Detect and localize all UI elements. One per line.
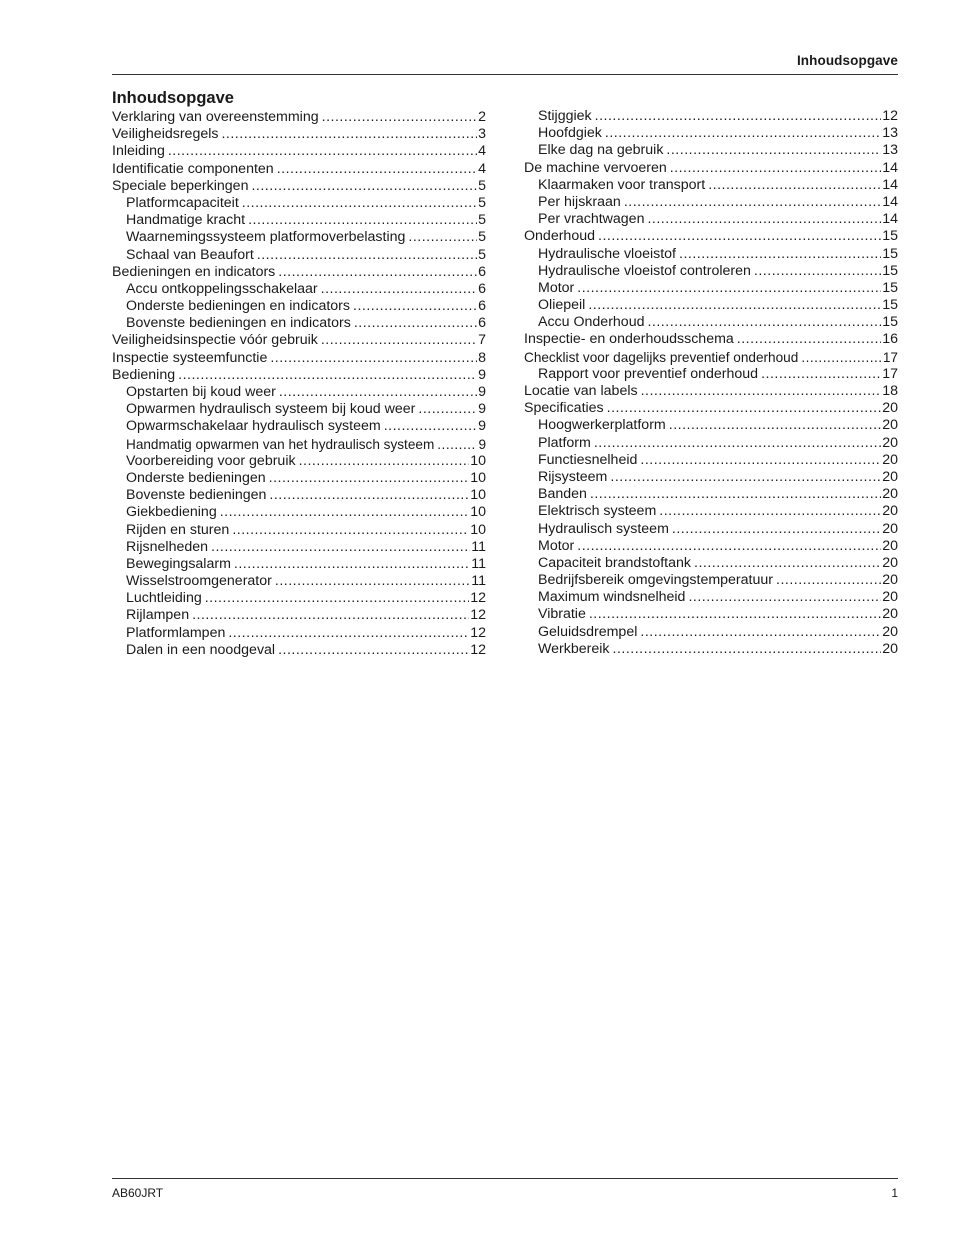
toc-entry-title: Inspectie systeemfunctie bbox=[112, 349, 268, 366]
toc-entry[interactable] bbox=[524, 246, 898, 263]
toc-leader-dots bbox=[589, 606, 881, 623]
toc-entry-page: 10 bbox=[470, 504, 486, 521]
toc-entry[interactable] bbox=[112, 470, 486, 487]
toc-leader-dots bbox=[299, 453, 470, 470]
toc-leader-dots bbox=[754, 263, 881, 280]
toc-entry-title: Bedieningen en indicators bbox=[112, 263, 276, 280]
toc-entry-title: Schaal van Beaufort bbox=[126, 246, 254, 263]
toc-entry-title: Hydraulische vloeistof controleren bbox=[538, 262, 751, 279]
toc-entry-title: Geluidsdrempel bbox=[538, 623, 638, 640]
toc-entry-page: 18 bbox=[882, 383, 898, 399]
toc-entry-page: 9 bbox=[478, 366, 486, 383]
toc-entry-page: 10 bbox=[470, 452, 486, 469]
toc-entry-title: Speciale beperkingen bbox=[112, 177, 249, 194]
toc-entry[interactable] bbox=[112, 350, 486, 367]
toc-leader-dots bbox=[694, 555, 881, 572]
toc-entry[interactable] bbox=[112, 298, 486, 315]
toc-entry-page: 14 bbox=[882, 193, 898, 210]
toc-leader-dots bbox=[321, 332, 477, 349]
toc-entry[interactable] bbox=[524, 142, 898, 159]
toc-entry[interactable] bbox=[524, 125, 898, 142]
toc-entry-page: 20 bbox=[882, 623, 898, 640]
toc-entry-title: Platformcapaciteit bbox=[126, 194, 239, 211]
toc-entry-page: 15 bbox=[882, 297, 898, 314]
toc-entry[interactable] bbox=[524, 435, 898, 452]
toc-entry-page: 20 bbox=[882, 572, 898, 589]
toc-leader-dots bbox=[234, 556, 470, 573]
toc-entry-page: 20 bbox=[882, 520, 898, 537]
toc-entry[interactable] bbox=[112, 264, 486, 281]
toc-entry[interactable] bbox=[112, 195, 486, 212]
toc-entry[interactable] bbox=[112, 418, 486, 435]
toc-entry-page: 6 bbox=[478, 298, 486, 315]
toc-entry[interactable] bbox=[112, 504, 486, 521]
toc-entry-page: 9 bbox=[478, 418, 486, 435]
toc-entry-page: 13 bbox=[882, 142, 898, 159]
toc-leader-dots bbox=[211, 539, 470, 556]
toc-entry-title: Elke dag na gebruik bbox=[538, 142, 664, 159]
toc-entry[interactable] bbox=[524, 555, 898, 572]
toc-entry[interactable] bbox=[524, 108, 898, 125]
toc-entry[interactable] bbox=[524, 383, 898, 400]
toc-entry-page: 15 bbox=[882, 279, 898, 296]
toc-leader-dots bbox=[168, 143, 477, 160]
toc-leader-dots bbox=[761, 366, 881, 383]
toc-entry-title: Luchtleiding bbox=[126, 590, 202, 607]
toc-entry-page: 20 bbox=[882, 434, 898, 451]
toc-leader-dots bbox=[228, 625, 469, 642]
toc-entry-title: Klaarmaken voor transport bbox=[538, 176, 706, 193]
toc-entry-page: 10 bbox=[470, 521, 486, 538]
toc-entry-title: Identificatie componenten bbox=[112, 160, 274, 177]
toc-entry-page: 17 bbox=[882, 349, 898, 365]
toc-column-left bbox=[112, 109, 486, 659]
toc-entry-title: Accu Onderhoud bbox=[538, 314, 645, 331]
toc-entry[interactable] bbox=[112, 109, 486, 126]
toc-entry-title: Veiligheidsregels bbox=[112, 126, 219, 143]
toc-entry-title: Platform bbox=[538, 434, 591, 451]
footer-divider bbox=[112, 1178, 898, 1179]
toc-leader-dots bbox=[672, 521, 881, 538]
toc-leader-dots bbox=[801, 349, 882, 366]
toc-entry-title: Bedrijfsbereik omgevingstemperatuur bbox=[538, 572, 773, 589]
toc-entry-title: Hoofdgiek bbox=[538, 125, 602, 142]
toc-leader-dots bbox=[737, 331, 881, 348]
toc-entry-title: Inspectie- en onderhoudsschema bbox=[524, 331, 734, 348]
toc-entry[interactable] bbox=[524, 297, 898, 314]
toc-leader-dots bbox=[279, 384, 477, 401]
toc-entry-page: 11 bbox=[471, 555, 486, 572]
toc-leader-dots bbox=[192, 607, 469, 624]
toc-leader-dots bbox=[221, 126, 477, 143]
toc-entry-page: 5 bbox=[478, 212, 486, 229]
toc-entry[interactable] bbox=[112, 126, 486, 143]
toc-entry-page: 12 bbox=[882, 108, 898, 124]
toc-leader-dots bbox=[251, 178, 477, 195]
toc-entry[interactable] bbox=[524, 349, 898, 366]
toc-entry-title: Platformlampen bbox=[126, 624, 226, 641]
toc-entry[interactable] bbox=[524, 503, 898, 520]
toc-entry-page: 17 bbox=[882, 365, 898, 382]
toc-entry-title: Opstarten bij koud weer bbox=[126, 384, 276, 400]
toc-entry-page: 20 bbox=[882, 400, 898, 417]
toc-leader-dots bbox=[647, 211, 881, 228]
toc-entry-page: 6 bbox=[478, 263, 486, 280]
toc-entry[interactable] bbox=[112, 212, 486, 229]
toc-entry[interactable] bbox=[112, 522, 486, 539]
toc-leader-dots bbox=[613, 641, 882, 658]
toc-entry[interactable] bbox=[524, 589, 898, 606]
toc-entry-title: Bovenste bedieningen en indicators bbox=[126, 315, 351, 332]
toc-entry-title: Bewegingsalarm bbox=[126, 555, 231, 572]
toc-entry-page: 20 bbox=[882, 468, 898, 485]
toc-entry-title: Hydraulisch systeem bbox=[538, 520, 669, 537]
toc-entry-title: Per vrachtwagen bbox=[538, 211, 645, 228]
toc-entry[interactable] bbox=[112, 161, 486, 178]
toc-entry-page: 12 bbox=[470, 607, 486, 624]
toc-leader-dots bbox=[640, 452, 881, 469]
toc-leader-dots bbox=[641, 383, 882, 400]
toc-leader-dots bbox=[670, 160, 881, 177]
toc-entry-title: Per hijskraan bbox=[538, 193, 621, 210]
toc-entry-title: Rijsnelheden bbox=[126, 538, 209, 555]
toc-entry-page: 15 bbox=[882, 228, 898, 245]
toc-entry-page: 20 bbox=[882, 554, 898, 571]
toc-entry[interactable] bbox=[524, 606, 898, 623]
toc-entry-page: 4 bbox=[478, 160, 486, 177]
toc-leader-dots bbox=[679, 246, 881, 263]
toc-entry-title: Rijden en sturen bbox=[126, 521, 230, 538]
toc-entry[interactable] bbox=[524, 177, 898, 194]
toc-leader-dots bbox=[277, 161, 477, 178]
toc-entry-title: Accu ontkoppelingsschakelaar bbox=[126, 280, 318, 297]
toc-leader-dots bbox=[278, 264, 477, 281]
toc-entry[interactable] bbox=[112, 436, 486, 453]
toc-entry-page: 15 bbox=[882, 262, 898, 279]
toc-entry-page: 5 bbox=[478, 177, 486, 194]
toc-leader-dots bbox=[594, 435, 881, 452]
toc-entry-page: 20 bbox=[882, 417, 898, 434]
toc-entry[interactable] bbox=[524, 538, 898, 555]
footer-page-number: 1 bbox=[891, 1186, 898, 1200]
toc-entry-title: Functiesnelheid bbox=[538, 451, 638, 468]
toc-entry-page: 20 bbox=[882, 451, 898, 468]
toc-entry-title: Opwarmen hydraulisch systeem bij koud weer bbox=[126, 401, 416, 418]
toc-entry[interactable] bbox=[524, 469, 898, 486]
toc-entry-page: 9 bbox=[478, 436, 486, 452]
toc-entry-page: 2 bbox=[478, 109, 486, 125]
toc-entry-page: 5 bbox=[478, 229, 486, 246]
toc-entry[interactable] bbox=[524, 400, 898, 417]
toc-entry[interactable] bbox=[112, 229, 486, 246]
toc-leader-dots bbox=[220, 504, 470, 521]
toc-entry-title: Veiligheidsinspectie vóór gebruik bbox=[112, 332, 318, 349]
toc-entry[interactable] bbox=[524, 641, 898, 658]
footer-model: AB60JRT bbox=[112, 1186, 164, 1200]
toc-entry[interactable] bbox=[112, 143, 486, 160]
toc-entry-title: Rapport voor preventief onderhoud bbox=[538, 365, 759, 382]
toc-entry-page: 6 bbox=[478, 280, 486, 297]
toc-leader-dots bbox=[269, 470, 470, 487]
toc-entry-title: Rijsysteem bbox=[538, 468, 608, 485]
toc-leader-dots bbox=[610, 469, 881, 486]
toc-entry[interactable] bbox=[112, 332, 486, 349]
toc-entry[interactable] bbox=[524, 194, 898, 211]
toc-heading: Inhoudsopgave bbox=[112, 89, 234, 107]
toc-leader-dots bbox=[640, 624, 881, 641]
toc-entry[interactable] bbox=[524, 572, 898, 589]
toc-entry-title: Opwarmschakelaar hydraulisch systeem bbox=[126, 418, 381, 435]
toc-leader-dots bbox=[418, 401, 477, 418]
toc-leader-dots bbox=[688, 589, 881, 606]
toc-entry-page: 5 bbox=[478, 246, 486, 263]
toc-entry-page: 11 bbox=[471, 573, 486, 590]
toc-leader-dots bbox=[321, 281, 477, 298]
toc-leader-dots bbox=[776, 572, 881, 589]
toc-entry-page: 14 bbox=[882, 159, 898, 176]
toc-entry-page: 4 bbox=[478, 143, 486, 160]
toc-entry[interactable] bbox=[112, 315, 486, 332]
toc-entry-page: 15 bbox=[882, 245, 898, 262]
toc-entry-title: Handmatige kracht bbox=[126, 212, 246, 229]
toc-leader-dots bbox=[178, 367, 477, 384]
toc-entry-title: Oliepeil bbox=[538, 297, 586, 314]
toc-entry-page: 20 bbox=[882, 589, 898, 606]
toc-entry[interactable] bbox=[112, 247, 486, 264]
toc-leader-dots bbox=[598, 228, 881, 245]
toc-entry[interactable] bbox=[112, 642, 486, 659]
toc-leader-dots bbox=[242, 195, 477, 212]
toc-leader-dots bbox=[595, 108, 882, 125]
toc-leader-dots bbox=[577, 538, 881, 555]
toc-entry-title: Waarnemingssysteem platformoverbelasting bbox=[126, 229, 406, 246]
toc-entry-title: Giekbediening bbox=[126, 504, 217, 521]
toc-entry-title: Dalen in een noodgeval bbox=[126, 641, 276, 658]
toc-leader-dots bbox=[270, 350, 477, 367]
toc-entry-title: Vibratie bbox=[538, 606, 586, 623]
toc-leader-dots bbox=[275, 573, 470, 590]
toc-entry-title: De machine vervoeren bbox=[524, 159, 667, 176]
toc-leader-dots bbox=[669, 417, 881, 434]
toc-entry-page: 14 bbox=[882, 176, 898, 193]
toc-entry-page: 12 bbox=[470, 590, 486, 607]
toc-entry-title: Onderste bedieningen en indicators bbox=[126, 298, 351, 315]
toc-entry-page: 11 bbox=[471, 538, 486, 555]
toc-entry[interactable] bbox=[524, 452, 898, 469]
toc-entry[interactable] bbox=[112, 539, 486, 556]
toc-entry-title: Checklist voor dagelijks preventief onderhoud bbox=[524, 349, 799, 365]
toc-entry[interactable] bbox=[524, 624, 898, 641]
toc-leader-dots bbox=[588, 297, 881, 314]
toc-entry-page: 20 bbox=[882, 606, 898, 623]
running-header-title: Inhoudsopgave bbox=[796, 53, 898, 68]
toc-entry-title: Verklaring van overeenstemming bbox=[112, 109, 319, 125]
toc-entry[interactable] bbox=[112, 573, 486, 590]
toc-leader-dots bbox=[666, 142, 881, 159]
toc-leader-dots bbox=[408, 229, 477, 246]
toc-entry-page: 14 bbox=[882, 211, 898, 228]
header-divider bbox=[112, 74, 898, 75]
toc-entry[interactable] bbox=[112, 367, 486, 384]
toc-entry[interactable] bbox=[112, 607, 486, 624]
toc-entry[interactable] bbox=[524, 417, 898, 434]
toc-entry-title: Locatie van labels bbox=[524, 383, 638, 399]
toc-entry-page: 9 bbox=[478, 384, 486, 400]
toc-entry-title: Banden bbox=[538, 486, 587, 503]
toc-entry-page: 5 bbox=[478, 194, 486, 211]
toc-entry-page: 12 bbox=[470, 624, 486, 641]
toc-entry-title: Inleiding bbox=[112, 143, 165, 160]
toc-leader-dots bbox=[384, 418, 477, 435]
toc-entry-page: 10 bbox=[470, 469, 486, 486]
toc-entry-title: Rijlampen bbox=[126, 607, 190, 624]
toc-entry-title: Wisselstroomgenerator bbox=[126, 573, 272, 590]
toc-leader-dots bbox=[269, 487, 469, 504]
toc-entry-title: Bediening bbox=[112, 366, 176, 383]
toc-entry-page: 6 bbox=[478, 315, 486, 332]
toc-entry[interactable] bbox=[112, 453, 486, 470]
toc-entry-page: 9 bbox=[478, 401, 486, 418]
toc-leader-dots bbox=[590, 486, 881, 503]
toc-leader-dots bbox=[659, 503, 881, 520]
toc-leader-dots bbox=[232, 522, 469, 539]
toc-entry[interactable] bbox=[112, 384, 486, 401]
toc-leader-dots bbox=[437, 436, 477, 453]
toc-entry[interactable] bbox=[112, 625, 486, 642]
toc-entry[interactable] bbox=[524, 486, 898, 503]
toc-entry[interactable] bbox=[524, 366, 898, 383]
toc-leader-dots bbox=[278, 642, 469, 659]
toc-entry[interactable] bbox=[112, 556, 486, 573]
toc-column-right bbox=[524, 108, 898, 658]
toc-entry-title: Hydraulische vloeistof bbox=[538, 245, 676, 262]
toc-entry-page: 20 bbox=[882, 486, 898, 503]
toc-entry[interactable] bbox=[112, 401, 486, 418]
toc-entry-title: Capaciteit brandstoftank bbox=[538, 554, 692, 571]
toc-entry[interactable] bbox=[524, 228, 898, 245]
toc-entry-page: 7 bbox=[478, 332, 486, 349]
toc-entry-title: Werkbereik bbox=[538, 640, 610, 657]
toc-entry[interactable] bbox=[112, 178, 486, 195]
toc-entry[interactable] bbox=[524, 521, 898, 538]
toc-leader-dots bbox=[605, 125, 881, 142]
toc-entry-title: Voorbereiding voor gebruik bbox=[126, 452, 296, 469]
toc-leader-dots bbox=[708, 177, 881, 194]
toc-entry-page: 8 bbox=[478, 349, 486, 366]
toc-entry-title: Maximum windsnelheid bbox=[538, 589, 686, 606]
toc-entry-title: Onderste bedieningen bbox=[126, 469, 266, 486]
toc-entry-page: 20 bbox=[882, 503, 898, 520]
toc-entry-page: 20 bbox=[882, 640, 898, 657]
toc-entry-title: Handmatig opwarmen van het hydraulisch systeem bbox=[126, 436, 435, 452]
toc-entry-title: Stijggiek bbox=[538, 108, 592, 124]
toc-entry-title: Motor bbox=[538, 537, 575, 554]
toc-entry-page: 10 bbox=[470, 487, 486, 504]
toc-leader-dots bbox=[647, 314, 881, 331]
toc-entry-page: 15 bbox=[882, 314, 898, 331]
toc-entry-page: 13 bbox=[882, 125, 898, 142]
toc-entry-title: Bovenste bedieningen bbox=[126, 487, 267, 504]
toc-entry-title: Hoogwerkerplatform bbox=[538, 417, 666, 434]
toc-leader-dots bbox=[322, 109, 477, 126]
toc-entry[interactable] bbox=[112, 281, 486, 298]
toc-entry[interactable] bbox=[524, 211, 898, 228]
toc-leader-dots bbox=[624, 194, 881, 211]
toc-entry-page: 3 bbox=[478, 126, 486, 143]
toc-entry-title: Elektrisch systeem bbox=[538, 503, 657, 520]
toc-entry[interactable] bbox=[524, 280, 898, 297]
toc-entry[interactable] bbox=[524, 263, 898, 280]
toc-leader-dots bbox=[354, 315, 477, 332]
toc-leader-dots bbox=[248, 212, 477, 229]
toc-entry-page: 16 bbox=[882, 331, 898, 348]
toc-entry-title: Specificaties bbox=[524, 400, 604, 417]
toc-leader-dots bbox=[257, 247, 477, 264]
toc-entry[interactable] bbox=[112, 590, 486, 607]
toc-entry[interactable] bbox=[524, 314, 898, 331]
toc-entry[interactable] bbox=[524, 160, 898, 177]
toc-entry[interactable] bbox=[112, 487, 486, 504]
toc-entry[interactable] bbox=[524, 331, 898, 348]
toc-leader-dots bbox=[607, 400, 882, 417]
toc-leader-dots bbox=[577, 280, 881, 297]
toc-entry-page: 20 bbox=[882, 537, 898, 554]
toc-entry-page: 12 bbox=[470, 641, 486, 658]
toc-leader-dots bbox=[205, 590, 469, 607]
toc-leader-dots bbox=[353, 298, 477, 315]
toc-entry-title: Onderhoud bbox=[524, 228, 595, 245]
toc-entry-title: Motor bbox=[538, 279, 575, 296]
